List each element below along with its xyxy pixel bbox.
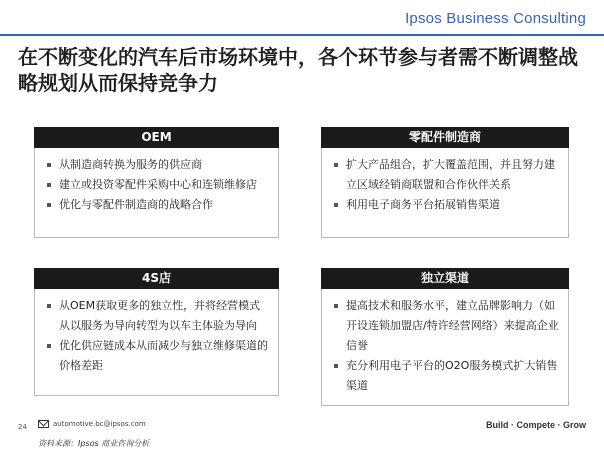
card-body xyxy=(34,289,279,396)
card-title: 零配件制造商 xyxy=(321,127,569,148)
slide-header xyxy=(0,0,604,36)
list-item: 提高技术和服务水平，建立品牌影响力（如开设连锁加盟店/特许经营网络）来提高企业信誉 xyxy=(334,296,560,356)
page-number: 24 xyxy=(18,423,27,431)
card-parts-manufacturer xyxy=(321,127,569,238)
email-text: automotive.bc@ipsos.com xyxy=(53,420,146,428)
footer-tagline: Build · Compete · Grow xyxy=(486,420,586,430)
card-title: 4S店 xyxy=(34,268,279,289)
list-item: 扩大产品组合，扩大覆盖范围，并且努力建立区域经销商联盟和合作伙伴关系 xyxy=(334,155,560,195)
list-item: 利用电子商务平台拓展销售渠道 xyxy=(334,195,560,215)
list-item: 从OEM获取更多的独立性，并将经营模式从以服务为导向转型为以车主体验为导向 xyxy=(47,296,270,336)
list-item: 充分利用电子平台的O2O服务模式扩大销售渠道 xyxy=(334,356,560,396)
source-note: 资料来源：Ipsos 商业咨询分析 xyxy=(38,439,150,448)
card-body xyxy=(34,148,279,238)
list-item: 从制造商转换为服务的供应商 xyxy=(47,155,270,175)
card-title: OEM xyxy=(34,127,279,148)
list-item: 优化供应链成本从而减少与独立维修渠道的价格差距 xyxy=(47,336,270,376)
list-item: 建立或投资零配件采购中心和连锁维修店 xyxy=(47,175,270,195)
list-item: 优化与零配件制造商的战略合作 xyxy=(47,195,270,215)
brand-name: Ipsos Business Consulting xyxy=(405,10,586,27)
footer-email xyxy=(38,420,146,428)
card-oem xyxy=(34,127,279,238)
card-body xyxy=(321,148,569,238)
card-body xyxy=(321,289,569,406)
card-4s-store xyxy=(34,268,279,396)
mail-icon xyxy=(38,420,49,428)
header-rule xyxy=(0,34,604,36)
slide-title: 在不断变化的汽车后市场环境中，各个环节参与者需不断调整战略规划从而保持竞争力 xyxy=(18,45,578,95)
card-independent-channel xyxy=(321,268,569,406)
card-title: 独立渠道 xyxy=(321,268,569,289)
